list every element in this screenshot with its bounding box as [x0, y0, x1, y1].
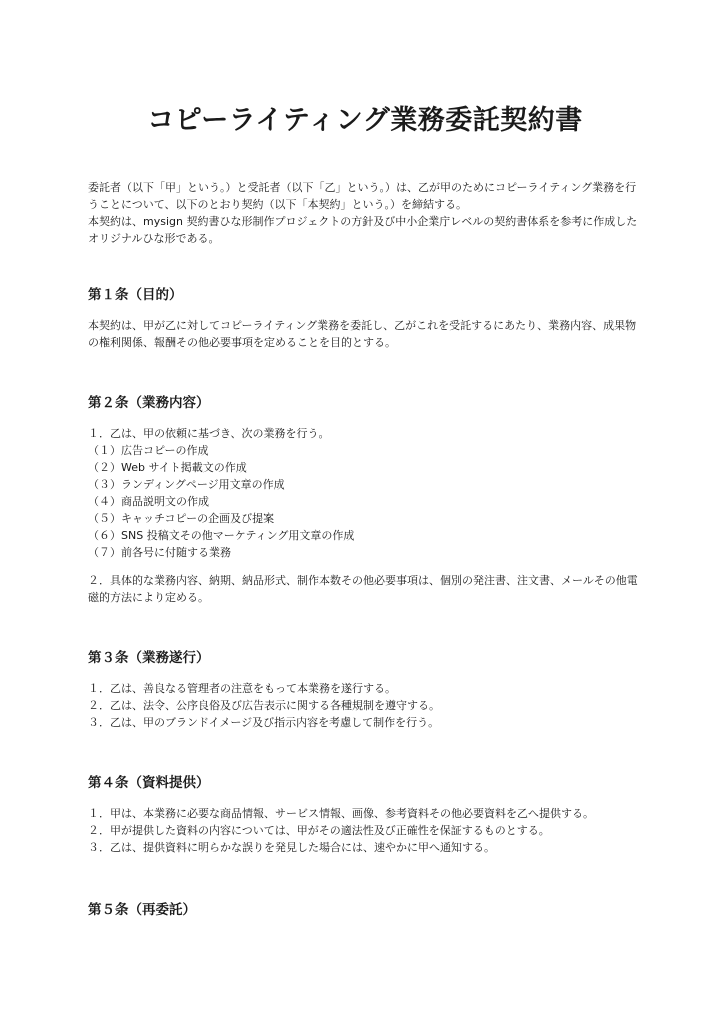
list-item: （２）Web サイト掲載文の作成 [88, 461, 247, 474]
list-item: ３．乙は、提供資料に明らかな誤りを発見した場合には、速やかに甲へ通知する。 [88, 841, 495, 854]
article-title: 第３条（業務遂行） [88, 650, 210, 666]
document-title: コピーライティング業務委託契約書 [147, 105, 583, 136]
article-paragraph: １．乙は、甲の依頼に基づき、次の業務を行う。 [88, 427, 330, 440]
article-title: 第５条（再委託） [88, 902, 196, 918]
list-item: （３）ランディングページ用文章の作成 [88, 478, 285, 491]
list-item: （５）キャッチコピーの企画及び提案 [88, 512, 275, 525]
intro-section [88, 179, 638, 247]
article-body [88, 680, 638, 731]
article-title: 第２条（業務内容） [88, 395, 210, 411]
list-item: （６）SNS 投稿文その他マーケティング用文章の作成 [88, 529, 355, 542]
article-title: 第４条（資料提供） [88, 775, 210, 791]
article-title: 第１条（目的） [88, 287, 183, 303]
article-2 [88, 393, 638, 606]
list-item: ２．乙は、法令、公序良俗及び広告表示に関する各種規制を遵守する。 [88, 699, 440, 712]
article-body [88, 425, 638, 606]
intro-paragraph: 委託者（以下「甲」という。）と受託者（以下「乙」という。）は、乙が甲のためにコピーライティング業務を行うことについて、以下のとおり契約（以下「本契約」という。）を締結する。 [88, 181, 637, 211]
list-item: １．乙は、善良なる管理者の注意をもって本業務を遂行する。 [88, 682, 396, 695]
list-item: ２．甲が提供した資料の内容については、甲がその適法性及び正確性を保証するものとする。 [88, 824, 550, 837]
article-body [88, 317, 638, 351]
article-4 [88, 773, 638, 856]
intro-paragraph: 本契約は、mysign 契約書ひな形制作プロジェクトの方針及び中小企業庁レベルの契約書体系を参考に作成したオリジナルひな形である。 [88, 215, 638, 245]
article-5 [88, 900, 638, 920]
article-body [88, 805, 638, 856]
list-item: ３．乙は、甲のブランドイメージ及び指示内容を考慮して制作を行う。 [88, 716, 440, 729]
list-item: （７）前各号に付随する業務 [88, 546, 231, 559]
list-item: （１）広告コピーの作成 [88, 444, 209, 457]
list-item: １．甲は、本業務に必要な商品情報、サービス情報、画像、参考資料その他必要資料を乙へ提供する。 [88, 807, 594, 820]
list-item: （４）商品説明文の作成 [88, 495, 209, 508]
article-3 [88, 648, 638, 731]
article-paragraph: ２．具体的な業務内容、納期、納品形式、制作本数その他必要事項は、個別の発注書、注文書、メールその他電磁的方法により定める。 [88, 574, 638, 604]
article-1 [88, 285, 638, 351]
article-paragraph: 本契約は、甲が乙に対してコピーライティング業務を委託し、乙がこれを受託するにあたり、業務内容、成果物の権利関係、報酬その他必要事項を定めることを目的とする。 [88, 319, 637, 349]
